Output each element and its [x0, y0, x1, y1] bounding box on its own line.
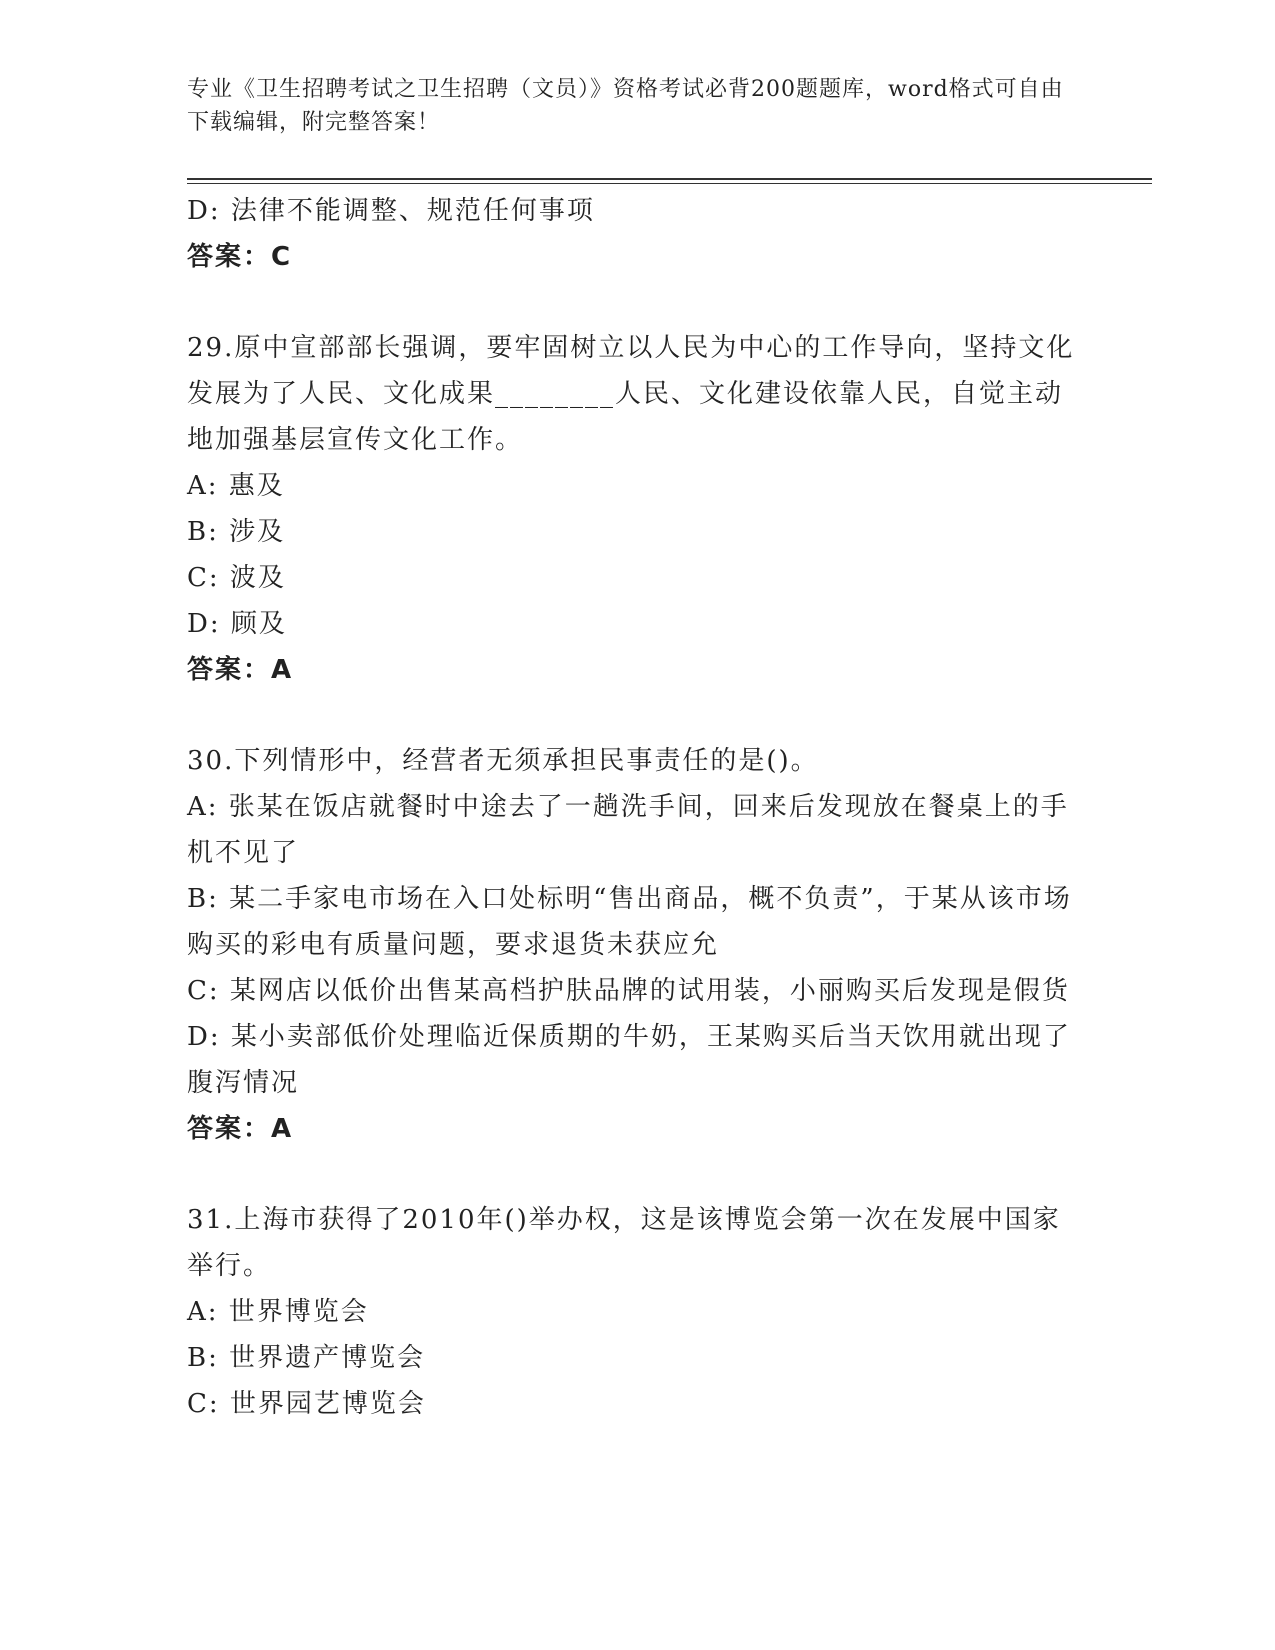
answer-label: 答案：C [187, 242, 293, 272]
question-content [187, 188, 1077, 1427]
question-30 [187, 738, 1077, 1152]
header-divider-thick [187, 178, 1152, 180]
option-d: D: 顾及 [187, 609, 287, 639]
spacer [187, 1152, 1077, 1197]
answer-label: 答案：A [187, 1114, 294, 1144]
answer-label: 答案：A [187, 655, 294, 685]
option-c: C: 波及 [187, 563, 286, 593]
spacer [187, 693, 1077, 738]
question-stem: 31.上海市获得了2010年()举办权，这是该博览会第一次在发展中国家举行。 [187, 1205, 1061, 1281]
option-a: A: 惠及 [187, 471, 285, 501]
header-divider-thin [187, 183, 1152, 184]
document-header [187, 73, 1067, 139]
option-b: B: 某二手家电市场在入口处标明“售出商品，概不负责”，于某从该市场购买的彩电有质量问题，要求退货未获应允 [187, 884, 1072, 960]
option-a: A: 世界博览会 [187, 1297, 369, 1327]
question-31 [187, 1197, 1077, 1427]
header-title: 专业《卫生招聘考试之卫生招聘（文员）》资格考试必背200题题库，word格式可自由下载编辑，附完整答案！ [187, 77, 1064, 135]
option-b: B: 世界遗产博览会 [187, 1343, 426, 1373]
question-stem: 30.下列情形中，经营者无须承担民事责任的是()。 [187, 746, 819, 776]
option-c: C: 世界园艺博览会 [187, 1389, 426, 1419]
question-stem: 29.原中宣部部长强调，要牢固树立以人民为中心的工作导向，坚持文化发展为了人民、文化成果________人民、文化建设依靠人民，自觉主动地加强基层宣传文化工作。 [187, 333, 1075, 455]
option-a: A: 张某在饭店就餐时中途去了一趟洗手间，回来后发现放在餐桌上的手机不见了 [187, 792, 1069, 868]
option-c: C: 某网店以低价出售某高档护肤品牌的试用装，小丽购买后发现是假货 [187, 976, 1070, 1006]
spacer [187, 280, 1077, 325]
option-d: D: 某小卖部低价处理临近保质期的牛奶，王某购买后当天饮用就出现了腹泻情况 [187, 1022, 1071, 1098]
question-29 [187, 325, 1077, 693]
option-d: D: 法律不能调整、规范任何事项 [187, 196, 595, 226]
option-b: B: 涉及 [187, 517, 286, 547]
